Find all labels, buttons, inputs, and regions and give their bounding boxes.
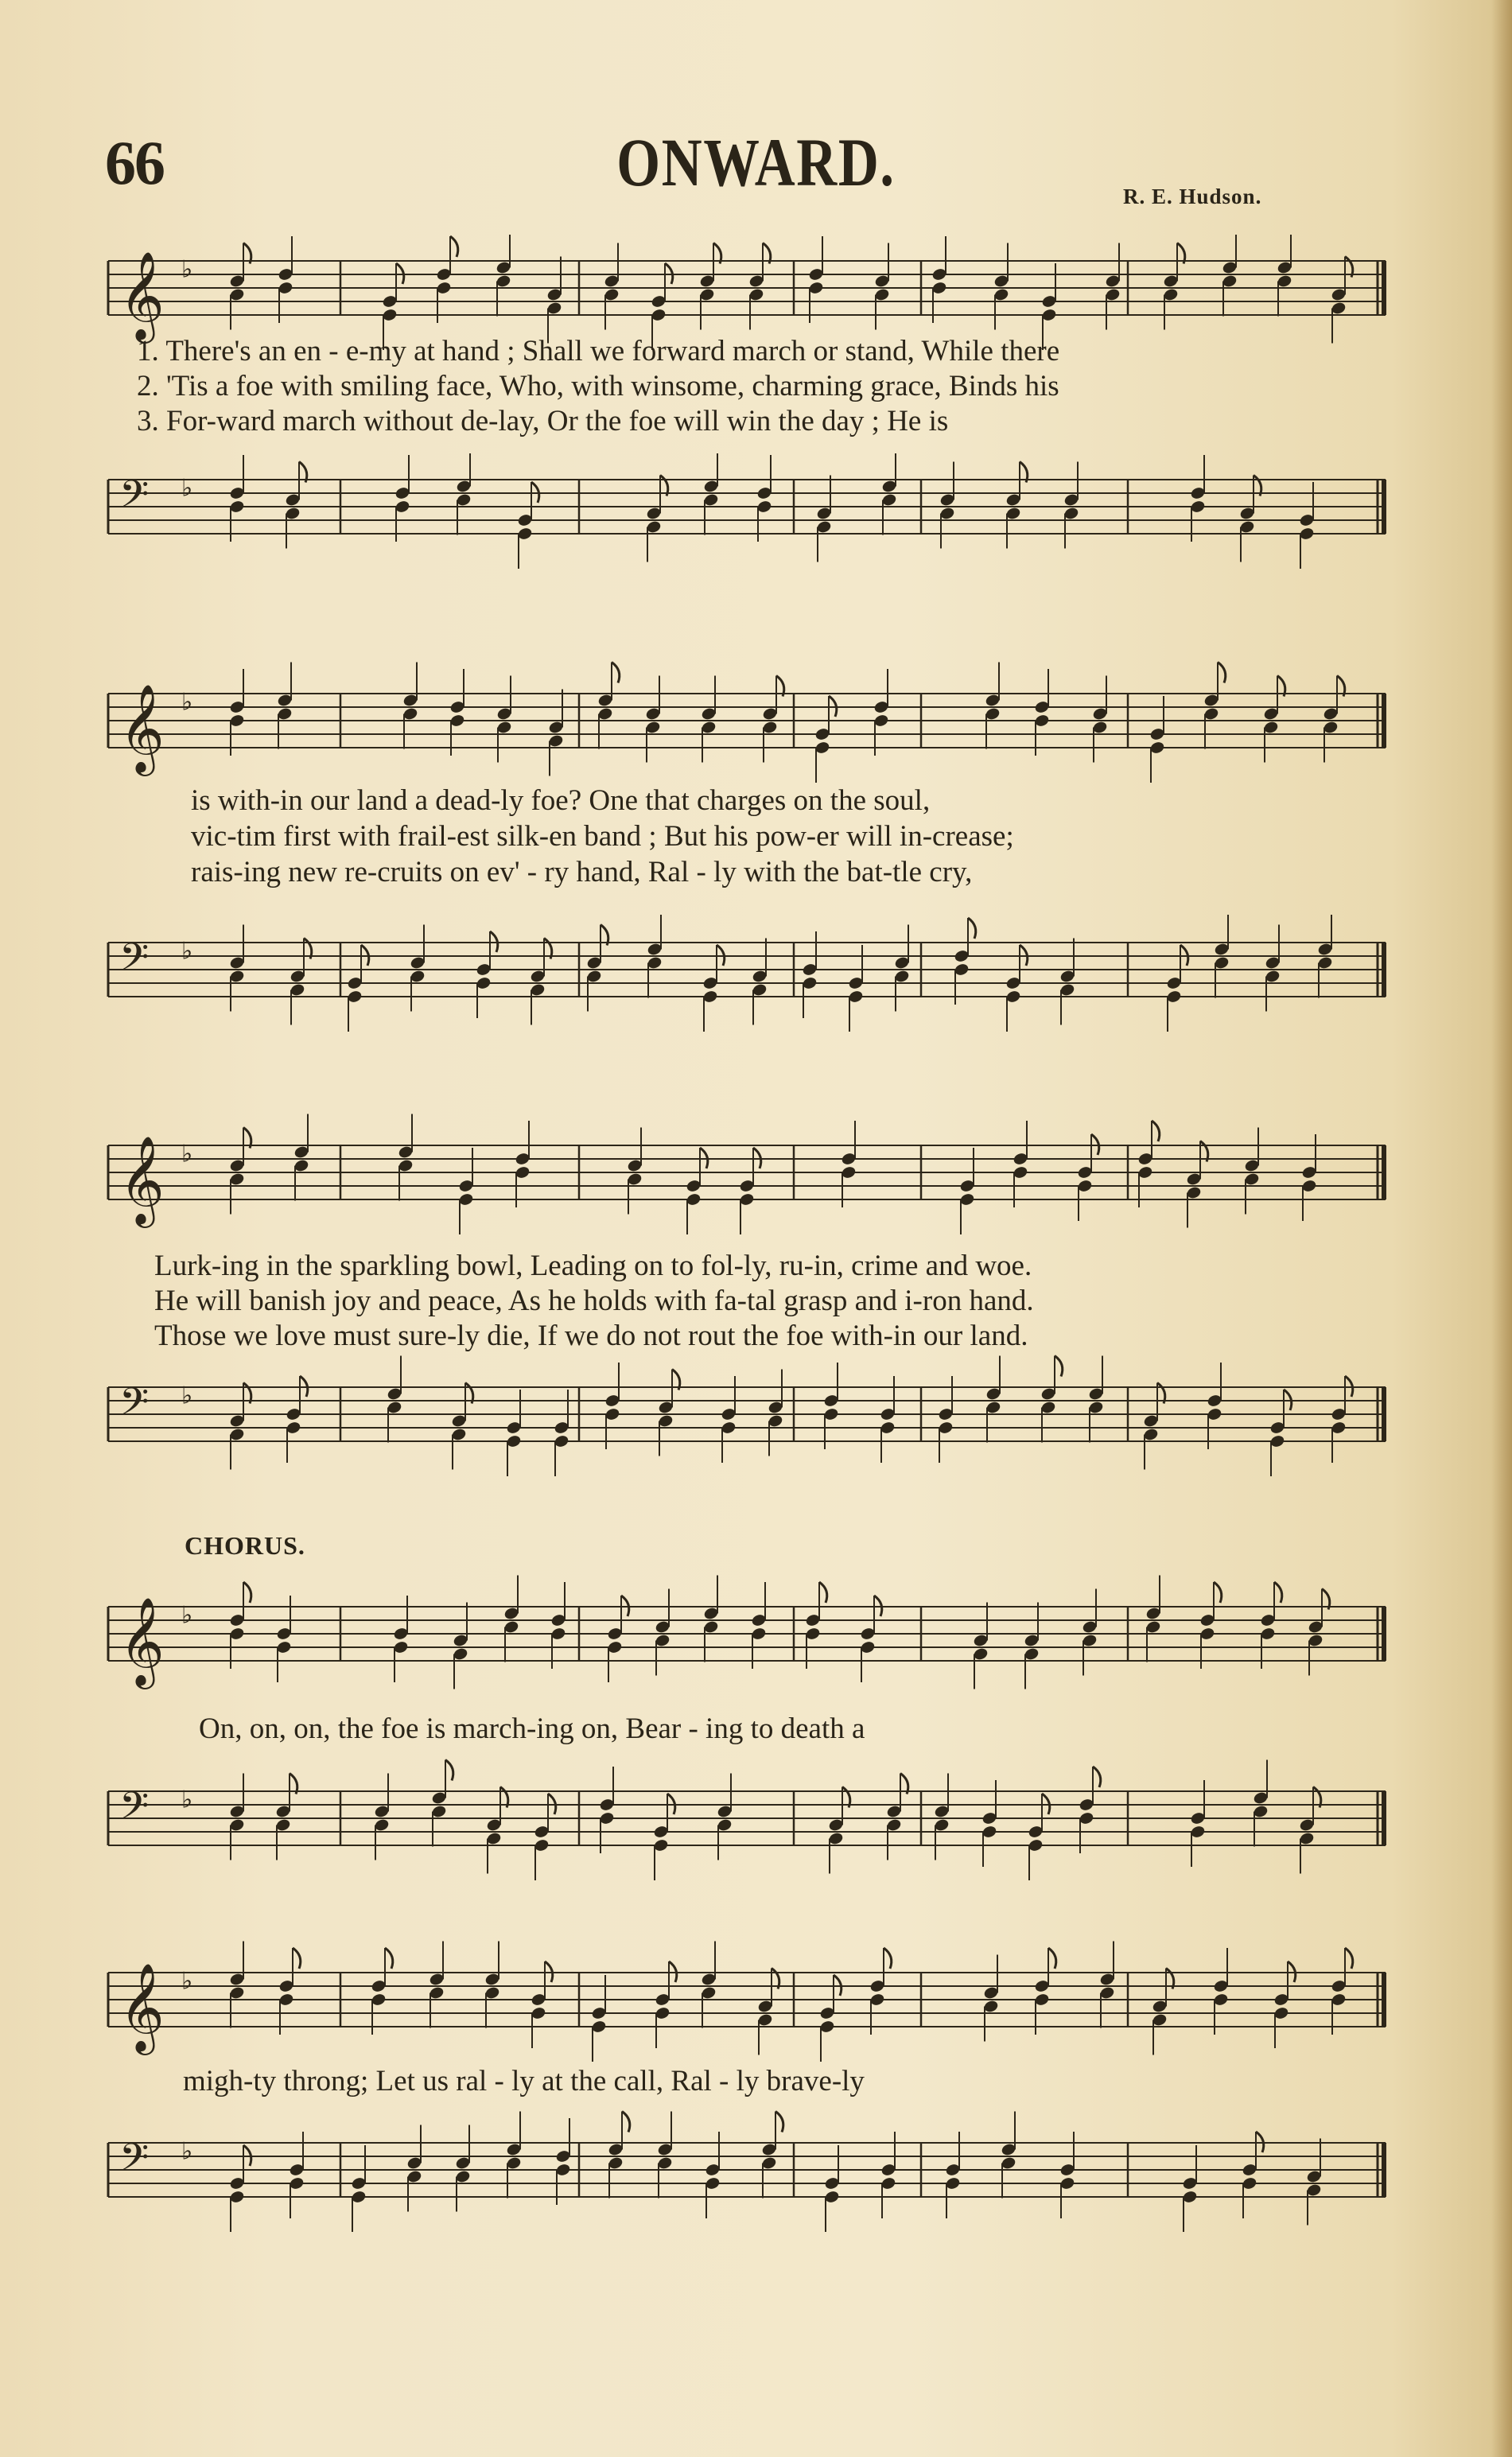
staff-bass-4 xyxy=(102,1758,1389,1909)
note-group xyxy=(229,453,1316,569)
staff-bass-1 xyxy=(102,453,1389,573)
music-system-2 xyxy=(102,628,1389,1074)
note-group xyxy=(229,1356,1353,1477)
key-flat-icon: ♭ xyxy=(181,255,193,284)
lyric-verse-1: Lurk-ing in the sparkling bowl, Leading on to fol-ly, ru-in, crime and woe. xyxy=(154,1250,1032,1282)
staff-bass-3 xyxy=(102,1352,1389,1511)
staff-lines xyxy=(108,1607,1386,1661)
treble-clef-icon: 𝄞 xyxy=(119,1596,165,1685)
note-flag xyxy=(775,2112,783,2132)
treble-clef-icon: 𝄞 xyxy=(119,1962,165,2051)
chorus-label: CHORUS. xyxy=(185,1531,305,1560)
note-flag xyxy=(1274,1582,1282,1603)
key-flat-icon: ♭ xyxy=(181,1601,193,1630)
lyric-verse-3: rais-ing new re-cruits on ev' - ry hand, Ral - ly with the bat-tle cry, xyxy=(191,856,973,888)
note-group xyxy=(229,663,1345,783)
key-flat-icon: ♭ xyxy=(181,1967,193,1996)
staff-lines xyxy=(108,694,1386,748)
note-flag xyxy=(612,663,620,683)
lyric-verse-2: 2. 'Tis a foe with smiling face, Who, with winsome, charming grace, Binds his xyxy=(137,370,1059,402)
bass-clef-icon: 𝄢 xyxy=(119,472,150,526)
bass-clef-icon: 𝄢 xyxy=(119,1783,150,1837)
lyric-verse-1: is with-in our land a dead-ly foe? One that charges on the soul, xyxy=(191,784,931,817)
treble-clef-icon: 𝄞 xyxy=(119,1135,165,1224)
lyric-verse-3: Those we love must sure-ly die, If we do not rout the foe with-in our land. xyxy=(154,1320,1028,1352)
composer-credit: R. E. Hudson. xyxy=(1123,185,1262,208)
bass-clef-icon: 𝄢 xyxy=(119,1379,150,1433)
bass-clef-icon: 𝄢 xyxy=(119,2135,150,2189)
music-system-5 xyxy=(102,1925,1389,2283)
key-flat-icon: ♭ xyxy=(181,474,193,503)
note-flag xyxy=(385,1948,393,1969)
staff-lines xyxy=(108,1973,1386,2027)
note-flag xyxy=(445,1760,453,1781)
note-flag xyxy=(622,2112,630,2132)
staff-treble-5 xyxy=(102,1941,1389,2084)
note-flag xyxy=(1214,1582,1222,1603)
staff-bass-5 xyxy=(102,2108,1389,2267)
bass-clef-icon: 𝄢 xyxy=(119,935,150,989)
note-flag xyxy=(968,918,976,939)
note-flag xyxy=(1218,663,1226,683)
music-system-1 xyxy=(102,215,1389,581)
note-flag xyxy=(450,236,458,257)
chorus-lyric-2: migh-ty throng; Let us ral - ly at the call, Ral - ly brave-ly xyxy=(183,2065,865,2097)
note-group xyxy=(229,1942,1353,2062)
music-system-4 xyxy=(102,1559,1389,1933)
key-flat-icon: ♭ xyxy=(181,1140,193,1168)
note-flag xyxy=(1093,1767,1101,1787)
note-flag xyxy=(1152,1121,1160,1141)
staff-treble-4 xyxy=(102,1575,1389,1718)
chorus-lyric-1: On, on, on, the foe is march-ing on, Bear - ing to death a xyxy=(199,1713,865,1745)
staff-lines xyxy=(108,261,1386,315)
page-edge-shadow xyxy=(1491,0,1512,2457)
lyric-verse-2: He will banish joy and peace, As he holds with fa-tal grasp and i-ron hand. xyxy=(154,1285,1034,1317)
lyric-verse-2: vic-tim first with frail-est silk-en band ; But his pow-er will in-crease; xyxy=(191,820,1014,853)
note-flag xyxy=(1055,1356,1063,1377)
key-flat-icon: ♭ xyxy=(181,2137,193,2166)
note-group xyxy=(229,915,1334,1032)
note-group xyxy=(229,1576,1330,1689)
note-group xyxy=(229,1760,1321,1881)
note-group xyxy=(229,235,1353,350)
note-group xyxy=(229,1114,1318,1235)
key-flat-icon: ♭ xyxy=(181,1786,193,1814)
key-flat-icon: ♭ xyxy=(181,1382,193,1410)
page-number: 66 xyxy=(105,128,164,197)
note-flag xyxy=(1048,1948,1056,1969)
note-flag xyxy=(293,1948,301,1969)
key-flat-icon: ♭ xyxy=(181,937,193,966)
note-flag xyxy=(819,1582,827,1603)
hymn-title: ONWARD. xyxy=(616,124,896,200)
treble-clef-icon: 𝄞 xyxy=(119,251,165,340)
staff-bass-2 xyxy=(102,915,1389,1042)
note-flag xyxy=(1345,1948,1353,1969)
lyric-verse-3: 3. For-ward march without de-lay, Or the foe will win the day ; He is xyxy=(137,405,949,437)
staff-treble-3 xyxy=(102,1114,1389,1257)
key-flat-icon: ♭ xyxy=(181,688,193,717)
treble-clef-icon: 𝄞 xyxy=(119,683,165,772)
music-system-3 xyxy=(102,1098,1389,1527)
note-group xyxy=(229,2112,1323,2233)
note-flag xyxy=(884,1948,892,1969)
lyric-verse-1: 1. There's an en - e-my at hand ; Shall we forward march or stand, While there xyxy=(137,335,1060,367)
note-flag xyxy=(243,1582,251,1603)
